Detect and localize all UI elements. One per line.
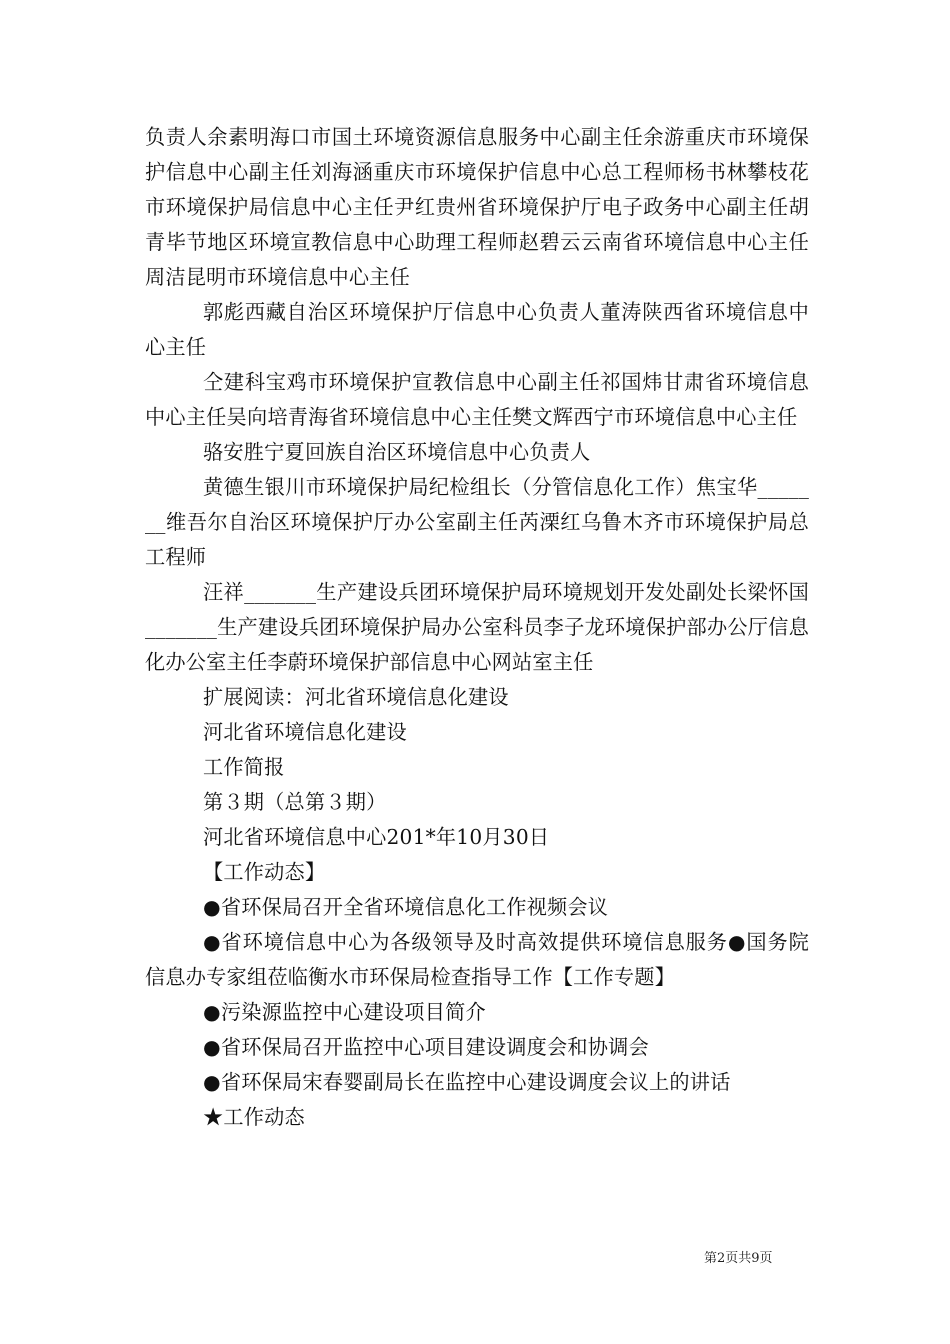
bulletin-title: 工作简报 — [203, 755, 285, 779]
bulletin-issuer-date: 河北省环境信息中心201*年10月30日 — [203, 825, 550, 849]
toc-item-3: ●污染源监控中心建设项目简介 — [203, 1000, 486, 1024]
bulletin-issue: 第３期（总第３期） — [203, 790, 387, 814]
section-work-news: 【工作动态】 — [203, 860, 326, 884]
paragraph-5: 黄德生银川市环境保护局纪检组长（分管信息化工作）焦宝华_______维吾尔自治区环境保护厅办公室副主任芮溧红乌鲁木齐市环境保护局总工程师 — [145, 475, 809, 569]
toc-item-2: ●省环境信息中心为各级领导及时高效提供环境信息服务●国务院信息办专家组莅临衡水市环保局检查指导工作【工作专题】 — [145, 930, 809, 989]
paragraph-6: 汪祥_______生产建设兵团环境保护局环境规划开发处副处长梁怀国_______生产建设兵团环境保护局办公室科员李子龙环境保护部办公厅信息化办公室主任李蔚环境保护部信息中心网站室主任 — [145, 580, 809, 674]
paragraph-1: 负责人余素明海口市国土环境资源信息服务中心副主任余游重庆市环境保护信息中心副主任刘海涵重庆市环境保护信息中心总工程师杨书林攀枝花市环境保护局信息中心主任尹红贵州省环境保护厅电子政务中心副主任胡青毕节地区环境宣教信息中心助理工程师赵碧云云南省环境信息中心主任周洁昆明市环境信息中心主任 — [145, 125, 809, 289]
toc-item-1: ●省环保局召开全省环境信息化工作视频会议 — [203, 895, 609, 919]
document-body — [145, 120, 809, 1135]
paragraph-2: 郭彪西藏自治区环境保护厅信息中心负责人董涛陕西省环境信息中心主任 — [145, 300, 809, 359]
toc-item-5: ●省环保局宋春婴副局长在监控中心建设调度会议上的讲话 — [203, 1070, 731, 1094]
bulletin-org-title: 河北省环境信息化建设 — [203, 720, 407, 744]
paragraph-4: 骆安胜宁夏回族自治区环境信息中心负责人 — [203, 440, 591, 464]
section-star-work-news: ★工作动态 — [203, 1105, 305, 1129]
toc-item-4: ●省环保局召开监控中心项目建设调度会和协调会 — [203, 1035, 649, 1059]
page-number: 第2页共9页 — [704, 1251, 773, 1266]
extended-reading-heading: 扩展阅读：河北省环境信息化建设 — [203, 685, 509, 709]
paragraph-3: 仝建科宝鸡市环境保护宣教信息中心副主任祁国炜甘肃省环境信息中心主任吴向培青海省环境信息中心主任樊文辉西宁市环境信息中心主任 — [145, 370, 809, 429]
